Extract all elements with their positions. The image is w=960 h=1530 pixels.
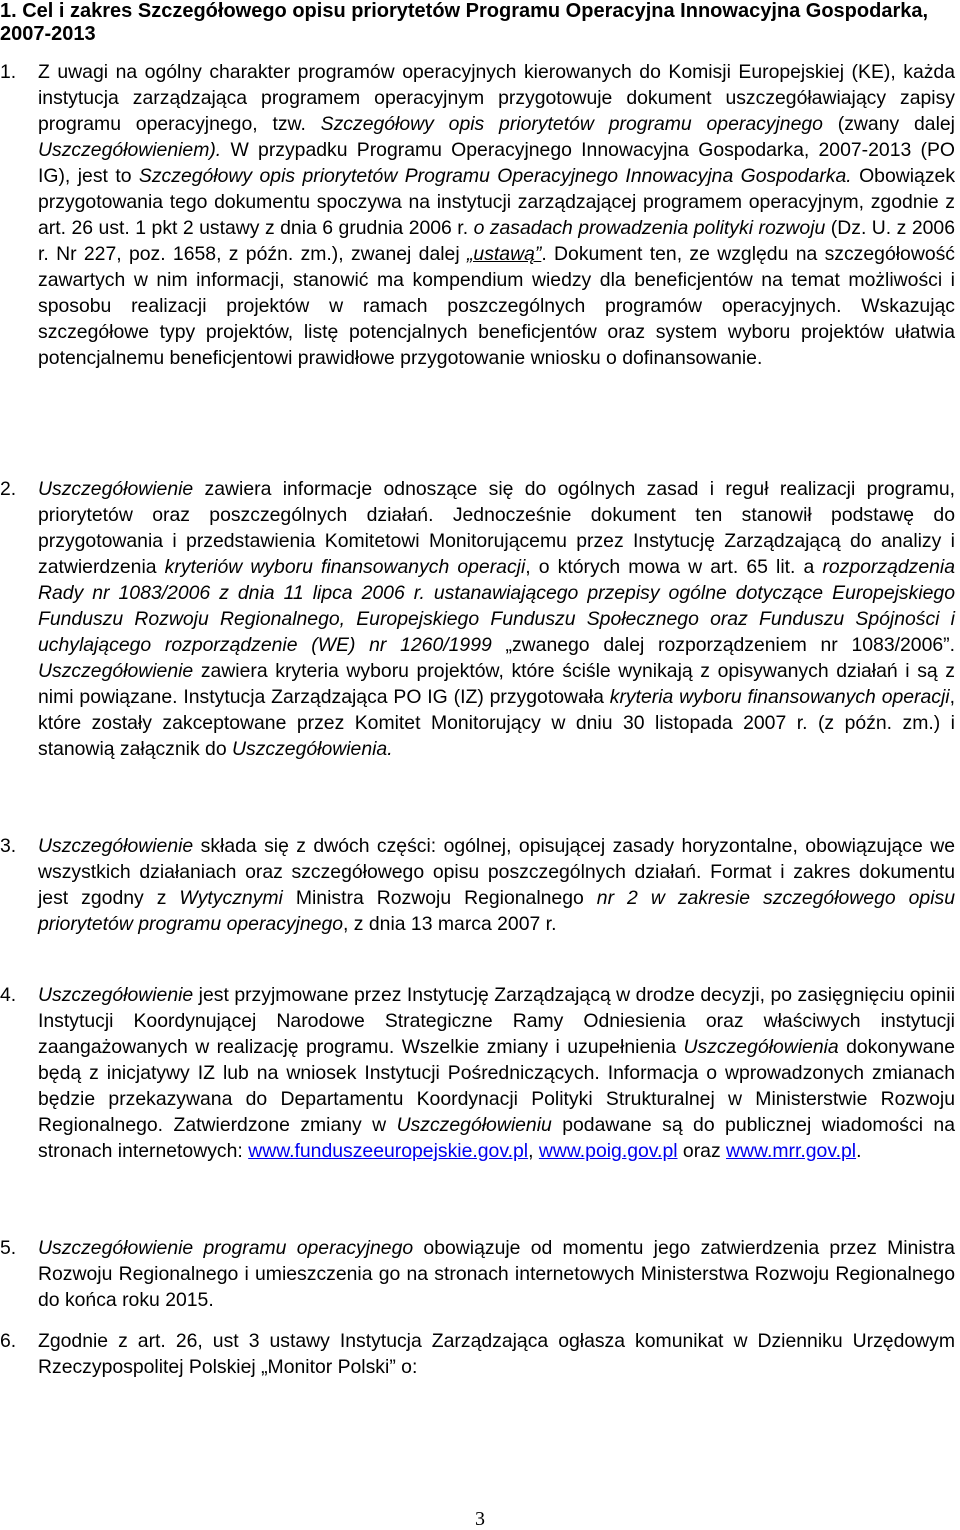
item-number: 5. <box>0 1237 17 1259</box>
section-heading: 1. Cel i zakres Szczegółowego opisu priorytetów Programu Operacyjna Innowacyjna Gospodarka, 2007-2013 <box>0 0 929 45</box>
text-run: podawane są do publicznej wiadomości na stronach internetowych: <box>38 1114 955 1162</box>
italic-text: „ustawą” <box>466 243 542 265</box>
text-run: Ministra Rozwoju Regionalnego <box>282 887 597 909</box>
italic-text: Uszczegółowienie programu operacyjnego <box>38 1237 414 1259</box>
text-run: zawiera informacje odnoszące się do ogólnych zasad i reguł realizacji programu, priorytetów oraz poszczególnych działań. Jednocześnie dokument ten stanowił podstawę do przygotowania i przedstawienia Komitetowi Monitorującemu przez Instytucję Zarządzającą do analizy i zatwierdzenia <box>38 478 955 578</box>
italic-text: Uszczegółowienie <box>38 984 194 1006</box>
page-number: 3 <box>475 1508 485 1530</box>
italic-text: rozporządzenia Rady nr 1083/2006 z dnia 11 lipca 2006 r. ustanawiającego przepisy ogólne dotyczące Europejskiego Funduszu Rozwoju Regionalnego, Europejskiego Funduszu Społecznego oraz Funduszu Spójności i uchylającego rozporządzenie (WE) nr 1260/1999 <box>38 556 955 656</box>
text-run: oraz <box>677 1140 727 1162</box>
item-number: 4. <box>0 984 17 1006</box>
italic-text: Uszczegółowieniem). <box>38 139 222 161</box>
text-run: Z uwagi na ogólny charakter programów operacyjnych kierowanych do Komisji Europejskiej (KE), każda instytucja zarządzająca programem operacyjnym przygotowuje dokument uszczegóławiający zapisy programu operacyjnego, tzw. <box>38 61 955 135</box>
italic-text: Uszczegółowienie <box>38 835 194 857</box>
text-run: , <box>528 1140 539 1162</box>
text-run: . Dokument ten, ze względu na szczegółowość zawartych w nim informacji, stanowić ma kompendium wiedzy dla beneficjentów na temat możliwości i sposobu realizacji projektów w ramach poszczególnych programów operacyjnych. Wskazując szczegółowe typy projektów, listę potencjalnych beneficjentów oraz system wyboru projektów ułatwia potencjalnemu beneficjentowi prawidłowe przygotowanie wniosku o dofinansowanie. <box>38 243 955 369</box>
italic-text: Uszczegółowienie <box>38 660 194 682</box>
italic-text: kryteria wyboru finansowanych operacji <box>609 686 950 708</box>
text-run: Obowiązek przygotowania tego dokumentu spoczywa na instytucji zarządzającej programem operacyjnym, zgodnie z art. 26 ust. 1 pkt 2 ustawy z dnia 6 grudnia 2006 r. <box>38 165 956 239</box>
list-item-4 <box>0 982 955 1164</box>
italic-text: kryteriów wyboru finansowanych operacji <box>164 556 526 578</box>
list-item-5 <box>0 1235 955 1313</box>
list-item-2 <box>0 476 955 762</box>
item-text <box>38 982 955 1164</box>
text-run: (Dz. U. z 2006 r. Nr 227, poz. 1658, z późn. zm.), zwanej dalej <box>38 217 955 265</box>
text-run: , z dnia 13 marca 2007 r. <box>343 913 557 935</box>
web-link[interactable]: www.funduszeeuropejskie.gov.pl <box>248 1140 529 1162</box>
list-item-3 <box>0 833 955 937</box>
italic-text: Uszczegółowienia. <box>232 738 393 760</box>
text-run: , o których mowa w art. 65 lit. a <box>525 556 823 578</box>
text-run: W przypadku Programu Operacyjnego Innowacyjna Gospodarka, 2007-2013 (PO IG), jest to <box>38 139 955 187</box>
text-run: (zwany dalej <box>822 113 955 135</box>
item-text <box>38 833 955 937</box>
item-number: 6. <box>0 1330 17 1352</box>
italic-text: o zasadach prowadzenia polityki rozwoju <box>473 217 826 239</box>
list-item-1 <box>0 59 955 371</box>
italic-text: Uszczegółowieniu <box>396 1114 552 1136</box>
item-number: 2. <box>0 478 17 500</box>
italic-text: Szczegółowy opis priorytetów Programu Operacyjnego Innowacyjna Gospodarka. <box>138 165 852 187</box>
item-text <box>38 1235 955 1313</box>
item-number: 1. <box>0 61 17 83</box>
italic-text: Uszczegółowienie <box>38 478 194 500</box>
web-link[interactable]: www.poig.gov.pl <box>538 1140 678 1162</box>
text-run: Zgodnie z art. 26, ust 3 ustawy Instytucja Zarządzająca ogłasza komunikat w Dzienniku Urzędowym Rzeczypospolitej Polskiej „Monitor Polski” o: <box>38 1330 955 1378</box>
text-run: jest przyjmowane przez Instytucję Zarządzającą w drodze decyzji, po zasięgnięciu opinii Instytucji Koordynującej Narodowe Strategiczne Ramy Odniesienia oraz właściwych instytucji zaangażowanych w realizację programu. Wszelkie zmiany i uzupełnienia <box>38 984 955 1058</box>
text-run: obowiązuje od momentu jego zatwierdzenia przez Ministra Rozwoju Regionalnego i umieszczenia go na stronach internetowych Ministerstwa Rozwoju Regionalnego do końca roku 2015. <box>38 1237 955 1311</box>
text-run: „zwanego dalej rozporządzeniem nr 1083/2006”. <box>491 634 955 656</box>
text-run: , które zostały zakceptowane przez Komitet Monitorujący w dniu 30 listopada 2007 r. (z późn. zm.) i stanowią załącznik do <box>38 686 955 760</box>
item-number: 3. <box>0 835 17 857</box>
italic-text: Szczegółowy opis priorytetów programu operacyjnego <box>320 113 823 135</box>
italic-text: Uszczegółowienia <box>683 1036 839 1058</box>
item-text <box>38 59 955 371</box>
text-run: zawiera kryteria wyboru projektów, które ściśle wynikają z opisywanych działań i są z nimi powiązane. Instytucja Zarządzająca PO IG (IZ) przygotowała <box>38 660 955 708</box>
text-run: . <box>856 1140 862 1162</box>
item-text <box>38 1328 955 1380</box>
web-link[interactable]: www.mrr.gov.pl <box>726 1140 857 1162</box>
list-item-6 <box>0 1328 955 1380</box>
text-run: składa się z dwóch części: ogólnej, opisującej zasady horyzontalne, obowiązujące we wszystkich działaniach oraz szczegółowego opisu poszczególnych działań. Format i zakres dokumentu jest zgodny z <box>38 835 955 909</box>
italic-text: Wytycznymi <box>179 887 283 909</box>
text-run: dokonywane będą z inicjatywy IZ lub na wniosek Instytucji Pośredniczących. Informacja o wprowadzonych zmianach będzie przekazywana do Departamentu Koordynacji Polityki Strukturalnej w Ministerstwie Rozwoju Regionalnego. Zatwierdzone zmiany w <box>38 1036 955 1136</box>
item-text <box>38 476 955 762</box>
italic-text: nr 2 w zakresie szczegółowego opisu priorytetów programu operacyjnego <box>38 887 956 935</box>
